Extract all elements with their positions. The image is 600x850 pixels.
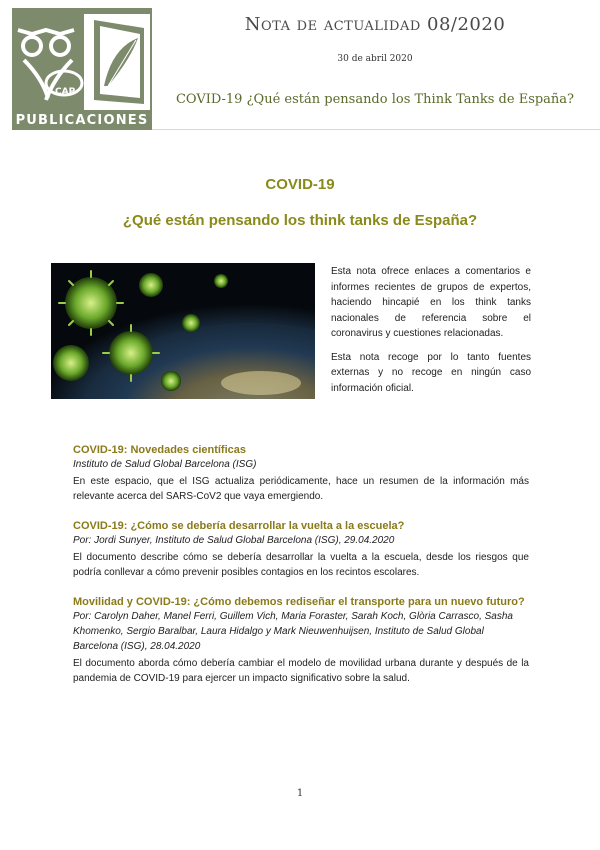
intro-text [331, 264, 531, 404]
article-source: Instituto de Salud Global Barcelona (ISG) [73, 459, 257, 470]
article-source: Por: Carolyn Daher, Manel Ferri, Guillem Vich, Maria Foraster, Sarah Koch, Glòria Carrasco, Sasha Khomenko, Sergio Baralbar, Laura Hidalgo y Mark Nieuwenhuijsen, Instituto de Salud Global Barcelona (ISG), 28.04.2020 [73, 611, 513, 652]
article-title-link[interactable]: COVID-19: ¿Cómo se debería desarrollar la vuelta a la escuela? [73, 520, 405, 532]
publisher-label: PUBLICACIONES [15, 113, 149, 128]
nota-date: 30 de abril 2020 [337, 54, 413, 64]
article-item [73, 443, 529, 504]
intro-paragraph-2: Esta nota recoge por lo tanto fuentes externas y no recoge en ningún caso información oficial. [331, 351, 531, 394]
intro-paragraph-1: Esta nota ofrece enlaces a comentarios e informes recientes de grupos de expertos, haciendo hincapié en los think tanks nacionales de referencia sobre el coronavirus y cuestiones relacionadas. [331, 266, 531, 339]
nota-subtitle: COVID-19 ¿Qué están pensando los Think Tanks de España? [175, 92, 575, 107]
page-number: 1 [296, 788, 304, 799]
logo-cap-label: CAP [55, 87, 76, 97]
article-item [73, 595, 529, 686]
nota-title: Nota de actualidad 08/2020 [244, 14, 506, 35]
main-subtitle: ¿Qué están pensando los think tanks de España? [122, 212, 478, 229]
article-list [73, 443, 529, 701]
main-title: COVID-19 [265, 176, 335, 193]
owl-logo-icon [12, 8, 152, 130]
article-title-link[interactable]: COVID-19: Novedades científicas [73, 444, 247, 456]
virus-earth-image [51, 263, 315, 399]
article-source: Por: Jordi Sunyer, Instituto de Salud Global Barcelona (ISG), 29.04.2020 [73, 535, 395, 546]
article-description: En este espacio, que el ISG actualiza periódicamente, hace un resumen de la información más relevante acerca del SARS-CoV2 que vaya emergiendo. [73, 476, 529, 502]
article-description: El documento aborda cómo debería cambiar el modelo de movilidad urbana durante y después de la pandemia de COVID-19 para ejercer un impacto significativo sobre la salud. [73, 658, 529, 684]
article-item [73, 519, 529, 580]
article-title-link[interactable]: Movilidad y COVID-19: ¿Cómo debemos rediseñar el transporte para un nuevo futuro? [73, 596, 525, 608]
header-divider [152, 129, 600, 130]
article-description: El documento describe cómo se debería desarrollar la vuelta a la escuela, desde los riesgos que podría conllevar a cómo prevenir posibles contagios en los recintos escolares. [73, 552, 529, 578]
cap-logo [12, 8, 152, 130]
